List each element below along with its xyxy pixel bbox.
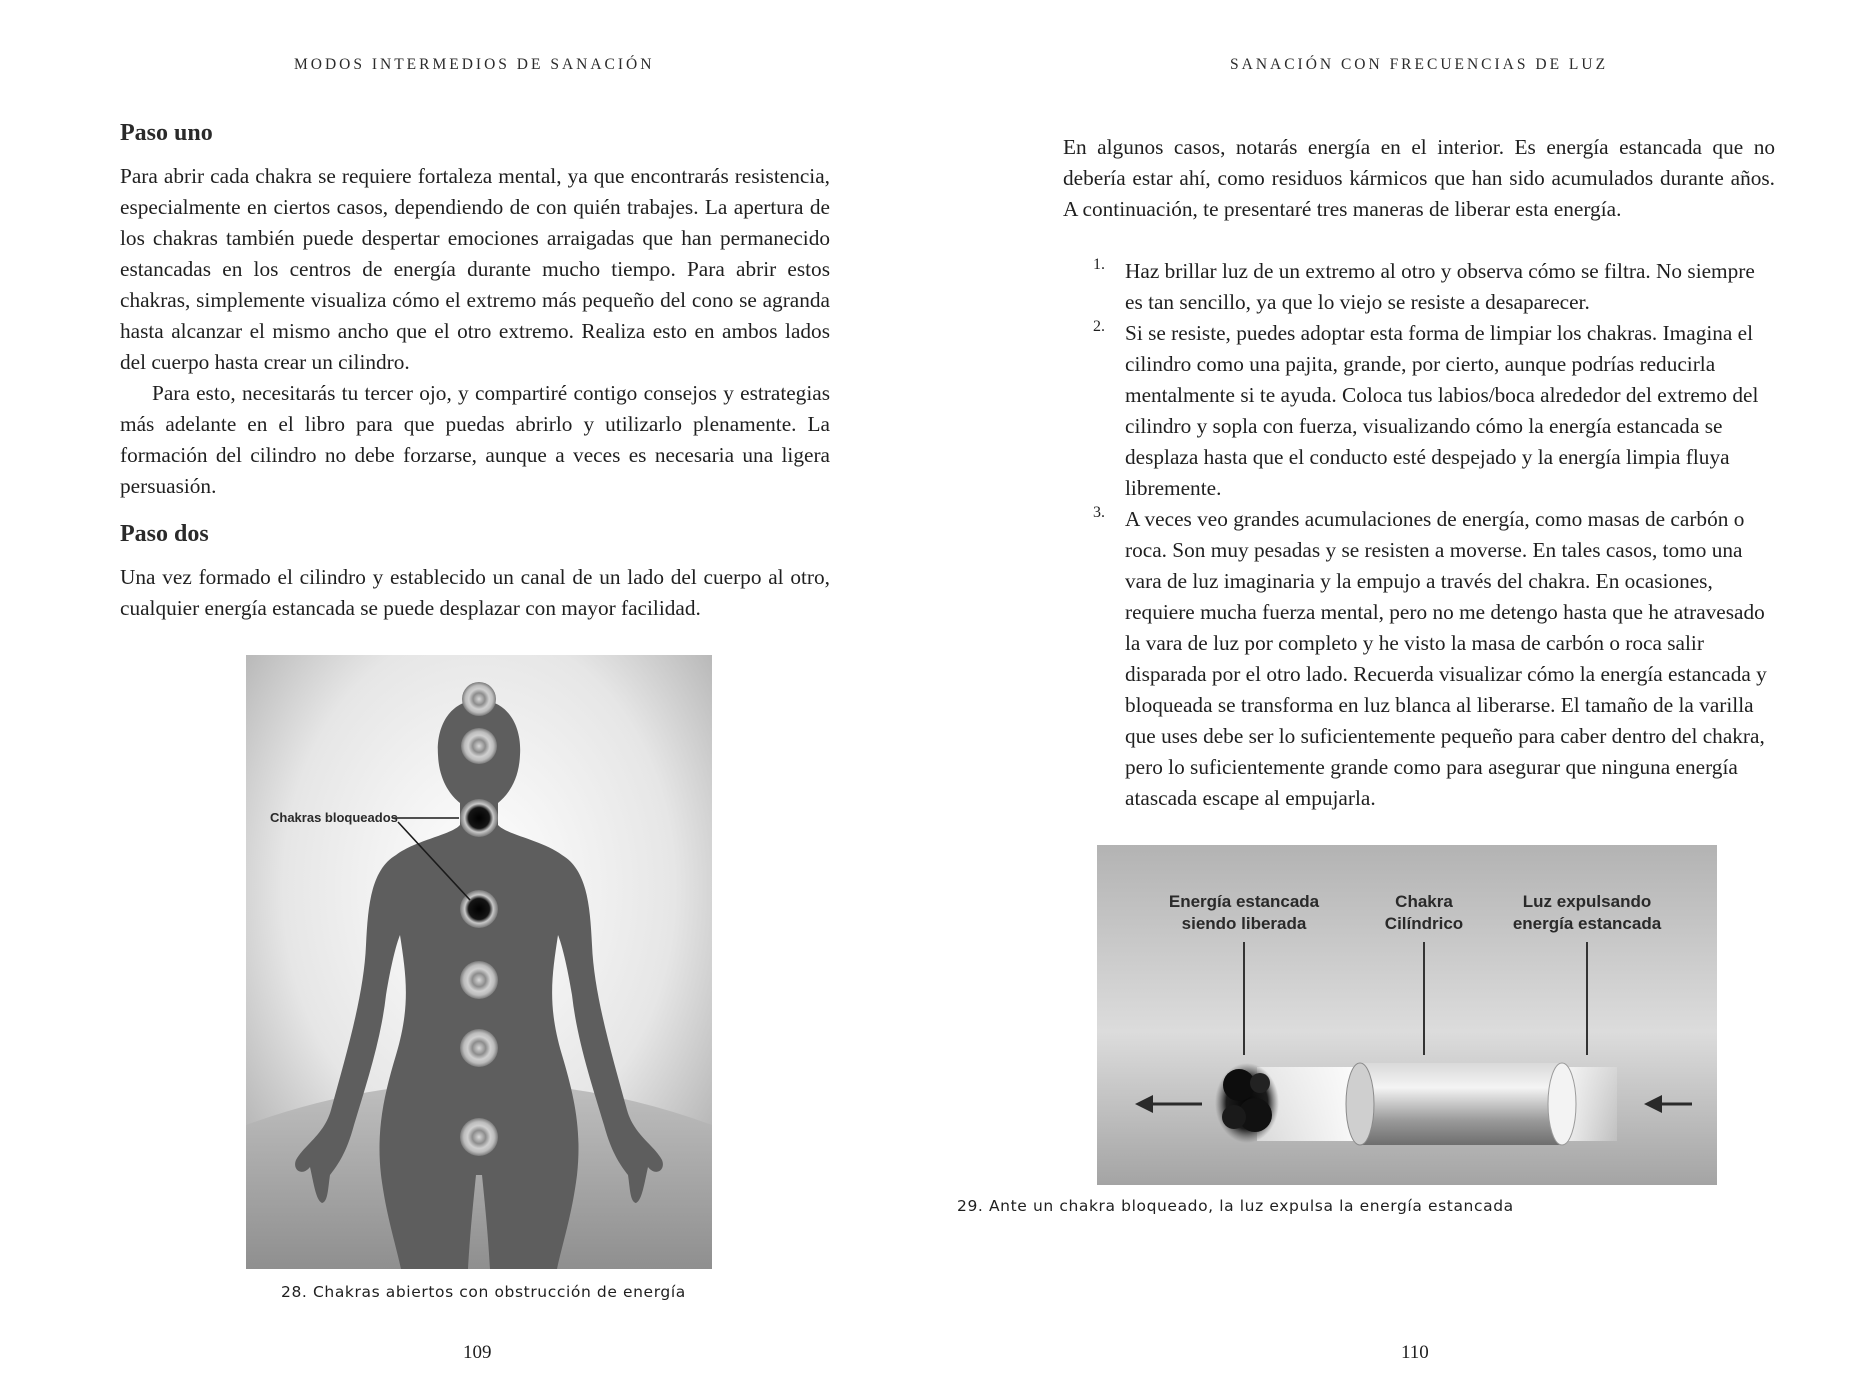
list-item-text: Haz brillar luz de un extremo al otro y observa cómo se filtra. No siempre es tan sencillo, ya que lo viejo se resiste a desaparecer.	[1125, 259, 1755, 314]
list-item	[1063, 504, 1775, 814]
paso-uno-text	[120, 161, 830, 502]
right-page	[933, 0, 1867, 1400]
label-energia-estancada-2: energía estancada	[1512, 914, 1662, 933]
list-number: 3.	[1093, 504, 1105, 521]
open-chakra-sacral	[460, 1029, 498, 1067]
page-number: 110	[1401, 1342, 1429, 1363]
figure-caption: 29. Ante un chakra bloqueado, la luz expulsa la energía estancada	[957, 1197, 1514, 1215]
cylinder-right-face	[1548, 1063, 1576, 1145]
cylinder-body	[1360, 1063, 1562, 1145]
label-siendo-liberada: siendo liberada	[1181, 914, 1307, 933]
label-energia-estancada: Energía estancada	[1168, 892, 1320, 911]
cylinder-left-face	[1346, 1063, 1374, 1145]
label-luz-expulsando: Luz expulsando	[1522, 892, 1652, 911]
label-cilindrico: Cilíndrico	[1384, 914, 1464, 933]
stagnant-energy-mass	[1215, 1063, 1279, 1143]
paragraph: Para esto, necesitarás tu tercer ojo, y compartiré contigo consejos y estrategias más adelante en el libro para que puedas abrirlo y utilizarlo plenamente. La formación del cilindro no debe forzarse, aunque a veces es necesaria una ligera persuasión.	[120, 381, 830, 498]
figure-chakras-body	[246, 655, 712, 1269]
list-item	[1063, 318, 1775, 504]
page-number: 109	[463, 1342, 492, 1363]
blocked-chakra-throat	[460, 799, 498, 837]
open-chakra-solar-plexus	[460, 961, 498, 999]
figure-cylinder-chakra	[1097, 845, 1717, 1185]
open-chakra-root	[460, 1118, 498, 1156]
section-heading-paso-uno: Paso uno	[120, 120, 213, 146]
paragraph: Una vez formado el cilindro y establecido un canal de un lado del cuerpo al otro, cualquier energía estancada se puede desplazar con mayor facilidad.	[120, 565, 830, 620]
list-item-text: Si se resiste, puedes adoptar esta forma de limpiar los chakras. Imagina el cilindro como una pajita, grande, por cierto, aunque podrías reducirla mentalmente si te ayuda. Coloca tus labios/boca alrededor del extremo del cilindro y sopla con fuerza, visualizando cómo la energía estancada se desplaza hasta que el conducto esté despejado y la energía limpia fluya libremente.	[1125, 321, 1759, 500]
callout-label-chakras-bloqueados: Chakras bloqueados	[270, 810, 398, 825]
label-chakra: Chakra	[1395, 892, 1453, 911]
running-head: MODOS INTERMEDIOS DE SANACIÓN	[294, 56, 655, 73]
paso-dos-text	[120, 562, 830, 624]
intro-text	[1063, 132, 1775, 225]
figure-caption: 28. Chakras abiertos con obstrucción de energía	[281, 1283, 686, 1301]
list-number: 2.	[1093, 318, 1105, 335]
paragraph: Para abrir cada chakra se requiere fortaleza mental, ya que encontrarás resistencia, especialmente en ciertos casos, dependiendo de con quién trabajes. La apertura de los chakras también puede despertar emociones arraigadas que han permanecido estancadas en los centros de energía durante mucho tiempo. Para abrir estos chakras, simplemente visualiza cómo el extremo más pequeño del cono se agranda hasta alcanzar el mismo ancho que el otro extremo. Realiza esto en ambos lados del cuerpo hasta crear un cilindro.	[120, 164, 830, 374]
running-head: SANACIÓN CON FRECUENCIAS DE LUZ	[1230, 56, 1609, 73]
left-page	[0, 0, 933, 1400]
list-number: 1.	[1093, 256, 1105, 273]
section-heading-paso-dos: Paso dos	[120, 521, 209, 547]
list-item-text: A veces veo grandes acumulaciones de energía, como masas de carbón o roca. Son muy pesadas y se resisten a moverse. En tales casos, tomo una vara de luz imaginaria y la empujo a través del chakra. En ocasiones, requiere mucha fuerza mental, pero no me detengo hasta que he atravesado la vara de luz por completo y he visto la masa de carbón o roca salir disparada por el otro lado. Recuerda visualizar cómo la energía estancada y bloqueada se transforma en luz blanca al liberarse. El tamaño de la varilla que uses debe ser lo suficientemente pequeño para caber dentro del chakra, pero lo suficientemente grande como para asegurar que ninguna energía atascada escape al empujarla.	[1125, 507, 1767, 810]
open-chakra-third-eye	[461, 728, 497, 764]
paragraph: En algunos casos, notarás energía en el interior. Es energía estancada que no debería estar ahí, como residuos kármicos que han sido acumulados durante años. A continuación, te presentaré tres maneras de liberar esta energía.	[1063, 135, 1775, 221]
open-chakra-crown	[462, 682, 496, 716]
numbered-list	[1063, 256, 1775, 814]
list-item	[1063, 256, 1775, 318]
